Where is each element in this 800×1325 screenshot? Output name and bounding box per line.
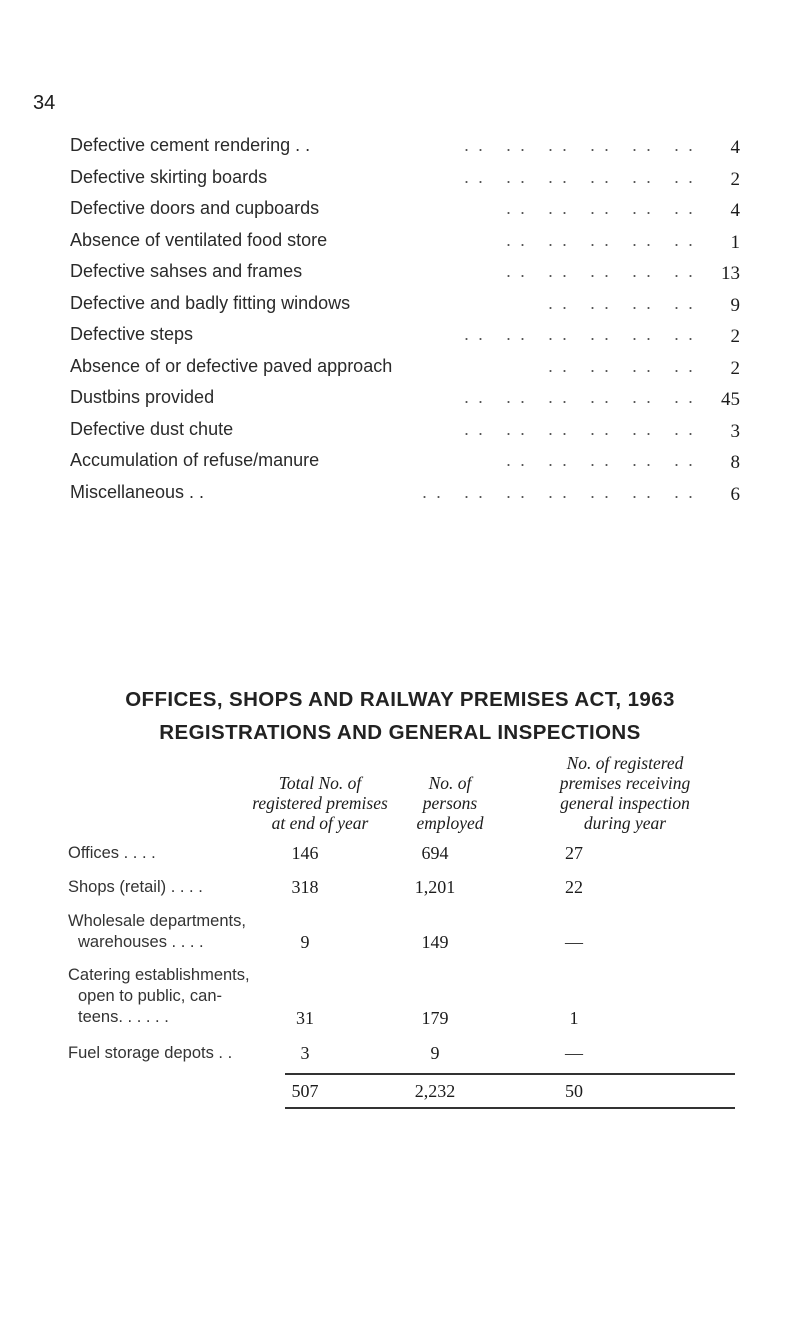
- item-label: Defective dust chute: [70, 418, 234, 439]
- item-value: 2: [730, 357, 740, 379]
- item-value: 13: [721, 263, 740, 284]
- row-label-line: Wholesale departments,: [68, 912, 246, 930]
- list-item: [70, 230, 740, 262]
- list-item: [70, 419, 740, 451]
- leader-dots: . . . . . . . . . . . . . .: [421, 481, 695, 502]
- header-line: at end of year: [271, 813, 369, 833]
- row-label-line: Catering establishments,: [68, 966, 250, 984]
- header-line: general inspection: [560, 793, 690, 813]
- item-value: 2: [730, 326, 740, 347]
- row-label-line: Fuel storage depots . .: [68, 1044, 233, 1062]
- row-label-line: warehouses . . . .: [78, 933, 204, 951]
- cell-persons-employed: 1,201: [414, 877, 456, 897]
- leader-dots: . . . . . . . . . . . .: [463, 387, 695, 407]
- row-label-fuel-storage: [68, 1043, 232, 1064]
- leader-dots: . . . . . . . . . .: [505, 261, 695, 281]
- leader-dots: . . . . . . . . . . . .: [463, 324, 695, 344]
- cell-general-inspection: 27: [565, 843, 583, 863]
- item-value: 4: [730, 200, 740, 221]
- list-item: [70, 293, 740, 325]
- header-line: Total No. of: [278, 773, 362, 793]
- list-item: [70, 482, 740, 514]
- cell-persons-employed: 694: [421, 843, 449, 863]
- item-value: 4: [730, 137, 740, 158]
- item-label: Absence of or defective paved approach: [70, 355, 393, 376]
- row-label-line: Offices . . . .: [68, 844, 156, 862]
- list-item: [70, 356, 740, 388]
- leader-dots: . . . . . . . . . . . .: [463, 418, 695, 439]
- item-value: 6: [730, 483, 740, 505]
- list-item: [70, 135, 740, 167]
- cell-persons-employed: 179: [421, 1008, 449, 1028]
- cell-total-premises: 146: [291, 843, 319, 863]
- cell-total-premises: 3: [300, 1043, 310, 1063]
- item-value: 9: [730, 294, 740, 316]
- cell-persons-employed: 149: [421, 932, 449, 952]
- page-number: 34: [33, 92, 56, 114]
- header-line: No. of registered: [566, 753, 684, 773]
- leader-dots: . . . . . . . . . .: [505, 229, 695, 250]
- cell-general-inspection: —: [565, 1043, 583, 1063]
- header-line: persons: [422, 793, 478, 813]
- leader-dots: . . . . . . . .: [547, 292, 695, 313]
- totals-rule-bottom: [285, 1107, 735, 1109]
- total-general-inspection: 50: [565, 1081, 583, 1101]
- column-header-general-inspection: [500, 753, 750, 833]
- leader-dots: . . . . . . . .: [547, 355, 695, 376]
- totals-rule-top: [285, 1073, 735, 1075]
- header-line: premises receiving: [559, 773, 691, 793]
- item-label: Defective and badly fitting windows: [70, 292, 351, 313]
- item-value: 2: [730, 168, 740, 190]
- cell-total-premises: 318: [291, 877, 319, 897]
- item-label: Defective cement rendering . .: [70, 135, 311, 155]
- total-premises: 507: [291, 1081, 319, 1101]
- cell-total-premises: 9: [300, 932, 310, 952]
- leader-dots: . . . . . . . . . .: [505, 198, 695, 218]
- row-label-offices: [68, 843, 156, 864]
- item-value: 1: [730, 231, 740, 253]
- cell-persons-employed: 9: [430, 1043, 440, 1063]
- list-item: [70, 261, 740, 293]
- item-label: Defective doors and cupboards: [70, 198, 320, 218]
- leader-dots: . . . . . . . . . . . .: [463, 166, 695, 187]
- list-item: [70, 450, 740, 482]
- list-item: [70, 198, 740, 230]
- row-label-wholesale: [68, 911, 246, 953]
- column-header-total-premises: [235, 773, 405, 833]
- cell-general-inspection: 22: [565, 877, 583, 897]
- header-line: during year: [583, 813, 667, 833]
- header-line: registered premises: [252, 793, 388, 813]
- cell-general-inspection: 1: [569, 1008, 579, 1028]
- header-line: No. of: [428, 773, 472, 793]
- item-label: Defective skirting boards: [70, 166, 268, 187]
- row-label-line: teens. . . . . .: [78, 1008, 169, 1026]
- defects-list: [70, 135, 740, 513]
- item-label: Dustbins provided: [70, 387, 215, 407]
- leader-dots: . . . . . . . . . .: [505, 450, 695, 470]
- item-label: Defective sahses and frames: [70, 261, 303, 281]
- item-label: Defective steps: [70, 324, 194, 344]
- item-label: Absence of ventilated food store: [70, 229, 328, 250]
- item-value: 8: [730, 452, 740, 473]
- cell-general-inspection: —: [565, 932, 583, 952]
- item-value: 45: [721, 389, 740, 410]
- section-heading: OFFICES, SHOPS AND RAILWAY PREMISES ACT, 1963: [125, 688, 675, 711]
- row-label-line: open to public, can-: [78, 987, 223, 1005]
- list-item: [70, 387, 740, 419]
- column-header-persons-employed: [385, 773, 515, 833]
- item-label: Miscellaneous . .: [70, 481, 205, 502]
- total-persons-employed: 2,232: [414, 1081, 456, 1101]
- row-label-catering: [68, 965, 250, 1028]
- list-item: [70, 167, 740, 199]
- item-value: 3: [730, 420, 740, 442]
- item-label: Accumulation of refuse/manure: [70, 450, 320, 470]
- header-line: employed: [416, 813, 484, 833]
- cell-total-premises: 31: [296, 1008, 314, 1028]
- section-subheading: REGISTRATIONS AND GENERAL INSPECTIONS: [159, 721, 641, 744]
- list-item: [70, 324, 740, 356]
- row-label-shops: [68, 877, 203, 898]
- row-label-line: Shops (retail) . . . .: [68, 878, 203, 896]
- leader-dots: . . . . . . . . . . . .: [463, 135, 695, 155]
